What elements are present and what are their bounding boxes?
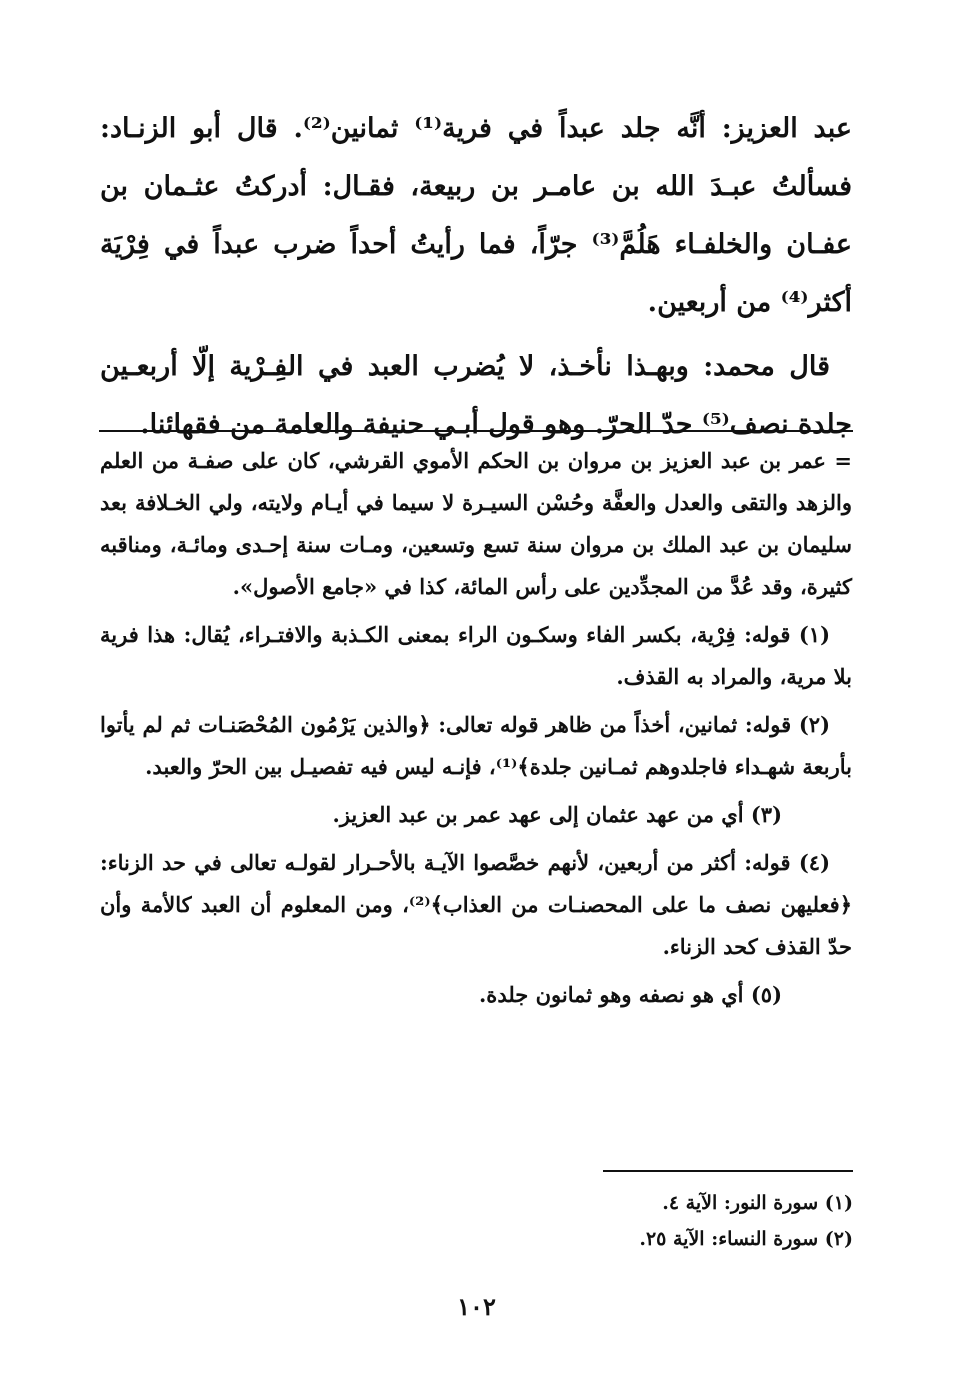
footnote-separator [99,430,853,432]
footnote-3: (٣) أي من عهد عثمان إلى عهد عمر بن عبد العزيز. [332,802,782,827]
reference-2: (٢) سورة النساء: الآية ٢٥. [639,1228,853,1250]
reference-separator [603,1170,853,1172]
footnote-1: (١) قوله: فِرْية، بكسر الفاء وسكـون الراء بمعنى الكـذبة والافتـراء، يُقال: هذا فرية بلا مرية، والمراد به القذف. [100,622,852,689]
footnotes [100,440,852,1022]
quran-references [453,1185,853,1257]
main-paragraph-2: قال محمد: وبهـذا نأخـذ، لا يُضرب العبد في الفِـرْية إلّا أربعـين جلدة نصف⁽⁵⁾ حدّ الحرّ. وهو قول أبـي حنيفة والعامة من فقهائنا. [100,351,852,440]
reference-1: (١) سورة النور: الآية ٤. [662,1192,853,1214]
main-text [100,100,852,460]
footnote-continuation: = عمر بن عبد العزيز بن مروان بن الحكم الأموي القرشي، كان على صفـة من العلم والزهد والتقى والعدل والعفَّة وحُسْن السيـرة لا سيما في أيـام ولايته، ولي الخـلافة بعد سليمان بن عبد الملك بن مروان سنة تسع وتسعين، ومـات سنة إحـدى ومائـة، ومناقبه كثيرة، وقد عُدَّ من المجدِّدين على رأس المائة، كذا في «جامع الأصول». [100,448,852,599]
main-paragraph-1: عبد العزيز: أنَّه جلد عبداً في فرية⁽¹⁾ ثمانين⁽²⁾. قال أبو الزنـاد: فسألتُ عبـدَ الله بن عامـر بن ربيعة، فقـال: أدركتُ عثـمان بن عفـان والخلفـاء هَلُمَّ⁽³⁾ جرّاً، فما رأيتُ أحداً ضرب عبداً في فِرْيَة أكثر⁽⁴⁾ من أربعين. [100,113,852,318]
page-number: ١٠٢ [457,1292,496,1321]
footnote-2: (٢) قوله: ثمانين، أخذاً من ظاهر قوله تعالى: ﴿والذين يَرْمُون المُحْصَنـات ثم لم يأتوا بأربعة شهـداء فاجلدوهم ثمـانين جلدة﴾⁽¹⁾، فإنـه ليس فيه تفصيـل بين الحرّ والعبد. [100,712,852,779]
footnote-5: (٥) أي هو نصفه وهو ثمانون جلدة. [479,982,782,1007]
footnote-4: (٤) قوله: أكثر من أربعين، لأنهم خصَّصوا الآيـة بالأحـرار لقولـه تعالى في حد الزناء: ﴿فعليهن نصف ما على المحصنـات من العذاب﴾⁽²⁾، ومن المعلوم أن العبد كالأمة وأن حدّ القذف كحد الزناء. [100,850,852,959]
